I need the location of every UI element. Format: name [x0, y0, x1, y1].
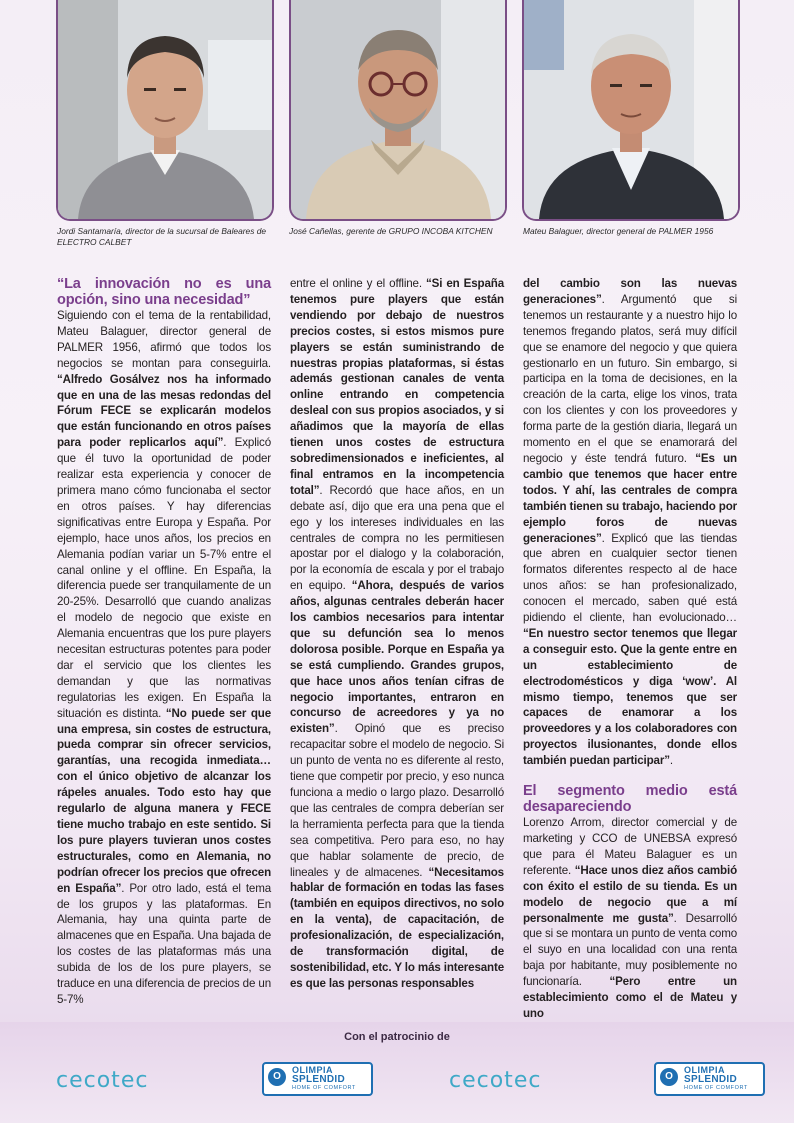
photo-mateu-balaguer — [522, 0, 740, 221]
quote: del cambio son las nuevas generaciones” — [523, 277, 737, 306]
quote: “Ahora, después de varios años, algunas centrales deberán hacer los cambios necesarios para intentar que su defunción sea lo menos dolorosa posible. Porque en España ya se está cumpliendo. Grandes grupos, que hace unos años tenían cifras de negocio importantes, entraron en concurso de acreedores y ya no existen” — [290, 579, 505, 736]
article-column-2 — [290, 276, 504, 992]
olimpia-logo-text: SPLENDID — [684, 1074, 737, 1085]
olimpia-badge-icon: O — [268, 1068, 286, 1086]
article-paragraph: Siguiendo con el tema de la rentabilidad, Mateu Balaguer, director general de PALMER 1956, afirmó que todos los negocios se montan para conseguirla. “Alfredo Gosálvez nos ha informado que en una de las mesas redondas del Fórum FECE se explicarán modelos que están funcionando en otros países para poder replicarlos aquí”. Explicó que él tuvo la oportunidad de poder realizar esta experiencia y conocer de primera mano cómo funcionaba el sector en otros países. Y hay diferencias significativas entre Europa y España. Por ejemplo, hace unos años, los precios en Alemania podían variar un 5-7% entre el canal online y el offline. En España, la diferencia puede ser tranquilamente de un 20-25%. Desarrolló que cuando analizas el modelo de negocio que existe en Alemania encuentras que los pure players necesitan estructuras potentes para poder dar el servicio que los clientes les demandan y que las normativas regulatorias les exigen. En España la situación es distinta. “No puede ser que una empresa, sin costes de estructura, pueda comprar sin ofrecer servicios, garantías, una recogida inmediata… con el único objetivo de alcanzar los rápeles anuales. Todo esto hay que regularlo de alguna manera y FECE tiene mucho trabajo en este sentido. Si los pure players tuvieran unos costes estructurales, como en Alemania, no podrían ofrecer los precios que ofrecen en España”. Por otro lado, está el tema de los grupos y las plataformas. En Alemania, hay una quinta parte de almacenes que en España. Una bajada de los costes de las plataformas más una subida de los de los pure players, se traduce en una diferencia de precios de un 5-7% — [57, 309, 272, 1006]
olimpia-logo-text: OLIMPIA — [292, 1065, 333, 1075]
olimpia-splendid-logo — [262, 1062, 373, 1096]
article-paragraph: del cambio son las nuevas generaciones”. Argumentó que si tenemos un restaurante y a nuestro hijo lo tenemos fregando platos, será muy difícil que se enamore del negocio y que quiera gestionarlo en un futuro. Sin embargo, si participa en la toma de decisiones, en la creación de la carta, elige los vinos, trata con los clientes y con los proveedores y forma parte de la gestión diaria, llegará un momento en el que se enamorará del negocio y éste tendrá futuro. “Es un cambio que tenemos que hacer entre todos. Y ahí, las centrales de compra también tienen su trabajo, haciendo por ejemplo foros de nuevas generaciones”. Explicó que las tiendas que abren en cualquier sector tienen formatos diferentes respecto al de hace unos años: se han profesionalizado, conocen el mercado, saben qué está pidiendo el cliente, han evolucionado… “En nuestro sector tenemos que llegar a conseguir esto. Que la gente entre en un establecimiento de electrodomésticos y diga ‘wow’. Al mismo tiempo, tenemos que ser capaces de enamorar a los proveedores y a los colaboradores con proyectos ilusionantes, donde ellos también puedan participar”. — [523, 277, 737, 768]
photo-caption: Mateu Balaguer, director general de PALMER 1956 — [523, 226, 714, 236]
sponsor-title: Con el patrocinio de — [344, 1031, 450, 1043]
article-paragraph: Lorenzo Arrom, director comercial y de marketing y CCO de UNEBSA expresó que para él Mateu Balaguer es un referente. “Hace unos diez años cambió con éxito el estilo de su tienda. Es un modelo de negocio que a mí personalmente me gusta”. Desarrolló que si se montara un punto de venta como el suyo en una localidad con una renta baja por habitante, muy posiblemente no funcionaría. “Pero entre un establecimiento como el de Mateu y uno — [523, 816, 737, 1020]
article-paragraph: entre el online y el offline. “Si en España tenemos pure players que están vendiendo por debajo de nuestros precios costes, si estos mismos pure players se están suministrando de nuestras propias plataformas, si éstas además gestionan canales de venta online entrando en competencia desleal con sus propios asociados, y si añadimos que la mayoría de ellas tienen unos costes de estructura sobredimensionados e ineficientes, al final entramos en la incompetencia total”. Recordó que hace años, en un debate así, dijo que era una pena que el ego y los intereses individuales en las centrales de compra no les permitiesen apostar por el dialogo y la colaboración, por la economía de escala y por el trabajo en equipo. “Ahora, después de varios años, algunas centrales deberán hacer los cambios necesarios para intentar que su defunción sea lo menos dolorosa posible. Porque en España ya se está cumpliendo. Grandes grupos, que hace unos años tenían cifras de negocio importantes, entraron en concurso de acreedores y ya no existen”. Opinó que es preciso recapacitar sobre el modelo de negocio. Si un punto de venta no es diferente al resto, tiene que competir por precio, y eso nunca funciona a medio o largo plazo. Desarrolló que las centrales de compra deberían ser la herramienta perfecta para que la tienda sea competitiva. Pero para eso, no hay que hablar solamente de precio, de lineales y de almacenes. “Necesitamos hablar de formación en todas las fases (también en equipos directivos, no solo en la venta), de capacitación, de profesionalización, de especialización, de transformación digital, de sostenibilidad, etc. Y lo más interesante es que las personas responsables — [290, 277, 505, 990]
olimpia-logo-tagline: HOME OF COMFORT — [292, 1085, 356, 1091]
quote: “Alfredo Gosálvez nos ha informado que en una de las mesas redondas del Fórum FECE se explicarán modelos que están funcionando en otros países para poder replicarlos aquí” — [57, 372, 271, 450]
olimpia-logo-text: OLIMPIA — [684, 1065, 725, 1075]
cecotec-logo: cecotec — [449, 1068, 542, 1093]
article-column-1 — [57, 276, 271, 1008]
quote: “Necesitamos hablar de formación en todas las fases (también en equipos directivos, no solo en la venta), de capacitación, de profesionalización, de especialización, de transformación digital, de sostenibilidad, etc. Y lo más interesante es que las personas responsables — [290, 865, 504, 990]
quote: “En nuestro sector tenemos que llegar a conseguir esto. Que la gente entre en un establecimiento de electrodomésticos y diga ‘wow’. Al mismo tiempo, tenemos que ser capaces de enamorar a los proveedores y a los colaboradores con proyectos ilusionantes, donde ellos también puedan participar” — [523, 626, 737, 768]
section-heading: El segmento medio está desapareciendo — [523, 783, 737, 816]
cecotec-logo: cecotec — [56, 1068, 149, 1093]
olimpia-logo-text: SPLENDID — [292, 1074, 345, 1085]
olimpia-logo-tagline: HOME OF COMFORT — [684, 1085, 748, 1091]
photo-caption: Jordi Santamaría, director de la sucursal de Baleares de ELECTRO CALBET — [57, 226, 267, 247]
quote: “Hace unos diez años cambió con éxito el estilo de su tienda. Es un modelo de negocio que a mí personalmente me gusta” — [523, 863, 737, 925]
quote: “Es un cambio que tenemos que hacer entre todos. Y ahí, las centrales de compra también tienen su trabajo, haciendo por ejemplo foros de nuevas generaciones” — [523, 451, 737, 545]
photo-caption: José Cañellas, gerente de GRUPO INCOBA KITCHEN — [289, 226, 493, 236]
olimpia-splendid-logo — [654, 1062, 765, 1096]
olimpia-badge-icon: O — [660, 1068, 678, 1086]
photo-jose-canellas — [289, 0, 507, 221]
quote: “Pero entre un establecimiento como el de Mateu y uno — [523, 975, 737, 1020]
section-heading: “La innovación no es una opción, sino una necesidad” — [57, 276, 271, 308]
article-column-3 — [523, 276, 737, 1022]
quote: “No puede ser que una empresa, sin costes de estructura, pueda comprar sin ofrecer servicios, garantías, una recogida inmediata… con el único objetivo de alcanzar los rápeles anuales. Todo esto hay que regularlo de alguna manera y FECE tiene mucho trabajo en este sentido. Si los pure players tuvieran unos costes estructurales, como en Alemania, no podrían ofrecer los precios que ofrecen en España” — [57, 706, 271, 895]
quote: “Si en España tenemos pure players que están vendiendo por debajo de nuestros precios costes, si estos mismos pure players se están suministrando de nuestras propias plataformas, si éstas además gestionan canales de venta online entrando en competencia desleal con sus propios asociados, y si añadimos que la mayoría de ellas tienen unos costes de estructura sobredimensionados e ineficientes, al final entramos en la incompetencia total” — [290, 277, 505, 497]
photo-jordi-santamaria — [56, 0, 274, 221]
